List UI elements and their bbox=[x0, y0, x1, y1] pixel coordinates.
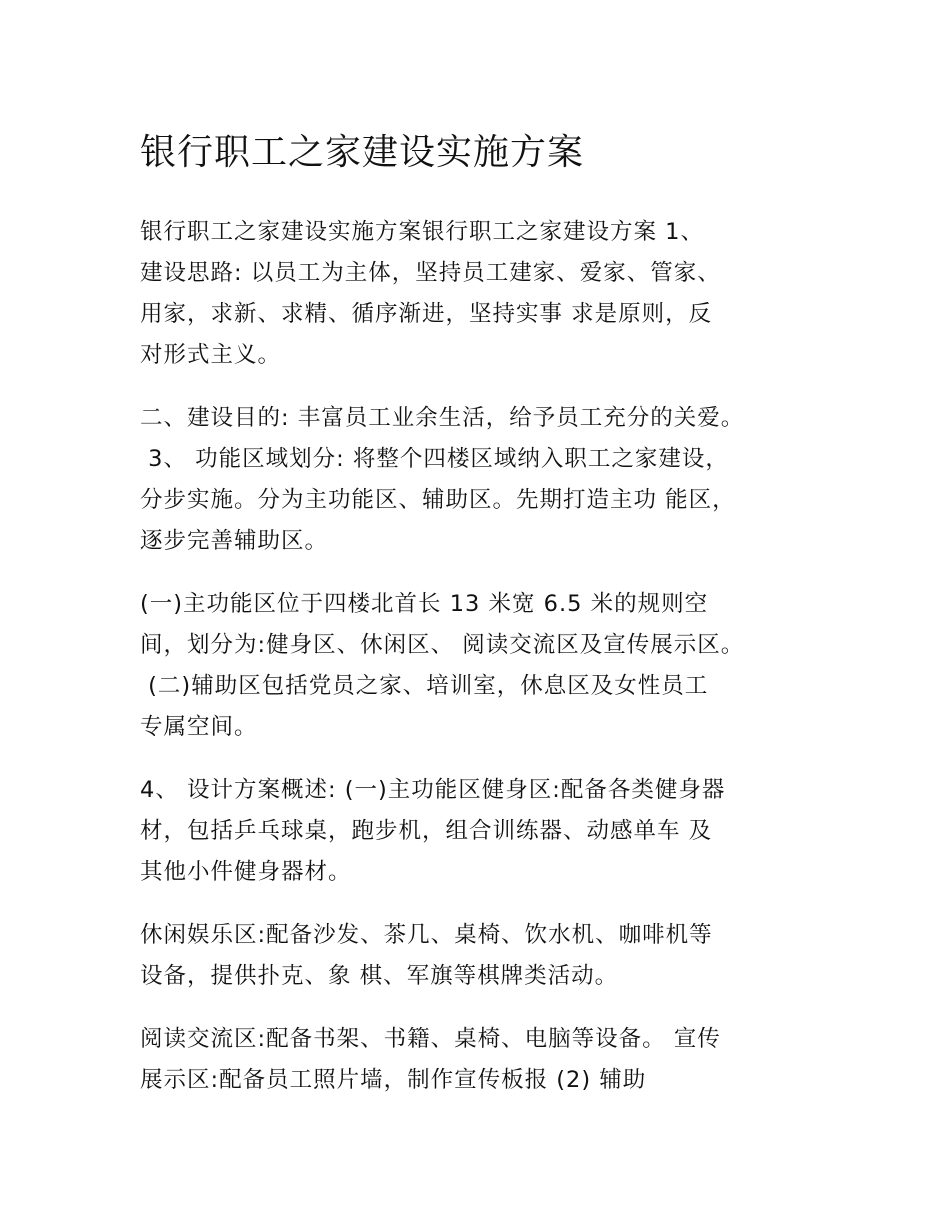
text-line: (二)辅助区包括党员之家、培训室，休息区及女性员工 bbox=[140, 673, 709, 699]
text-line: 展示区:配备员工照片墙，制作宣传板报 (2) 辅助 bbox=[140, 1067, 647, 1093]
document-body bbox=[140, 128, 830, 1123]
text-line: (一)主功能区位于四楼北首长 13 米宽 6.5 米的规则空 bbox=[140, 591, 709, 617]
text-line: 建设思路: 以员工为主体，坚持员工建家、爱家、管家、 bbox=[140, 260, 721, 286]
text-line: 其他小件健身器材。 bbox=[140, 859, 352, 885]
paragraph-construction-goals bbox=[140, 398, 830, 562]
text-line: 用家，求新、求精、循序渐进，坚持实事 求是原则，反 bbox=[140, 301, 713, 327]
text-line: 休闲娱乐区:配备沙发、茶几、桌椅、饮水机、咖啡机等 bbox=[140, 922, 713, 948]
text-line: 间，划分为:健身区、休闲区、 阅读交流区及宣传展示区。 bbox=[140, 632, 745, 658]
paragraph-main-functional-area bbox=[140, 584, 830, 748]
text-line: 对形式主义。 bbox=[140, 342, 282, 368]
text-line: 阅读交流区:配备书架、书籍、桌椅、电脑等设备。 宣传 bbox=[140, 1026, 721, 1052]
text-line: 银行职工之家建设实施方案银行职工之家建设方案 1、 bbox=[140, 219, 704, 245]
text-line: 材，包括乒乓球桌，跑步机，组合训练器、动感单车 及 bbox=[140, 818, 713, 844]
text-line: 逐步完善辅助区。 bbox=[140, 528, 329, 554]
paragraph-design-overview bbox=[140, 770, 830, 893]
paragraph-reading-area bbox=[140, 1019, 830, 1101]
paragraph-construction-approach bbox=[140, 212, 830, 376]
document-title: 银行职工之家建设实施方案 bbox=[140, 132, 585, 173]
text-line: 设备，提供扑克、象 棋、军旗等棋牌类活动。 bbox=[140, 963, 619, 989]
text-line: 4、 设计方案概述: (一)主功能区健身区:配备各类健身器 bbox=[140, 777, 726, 803]
text-line: 专属空间。 bbox=[140, 714, 258, 740]
text-line: 3、 功能区域划分: 将整个四楼区域纳入职工之家建设， bbox=[140, 446, 729, 472]
text-line: 二、建设目的: 丰富员工业余生活，给予员工充分的关爱。 bbox=[140, 405, 745, 431]
text-line: 分步实施。分为主功能区、辅助区。先期打造主功 能区， bbox=[140, 487, 736, 513]
paragraph-leisure-area bbox=[140, 915, 830, 997]
